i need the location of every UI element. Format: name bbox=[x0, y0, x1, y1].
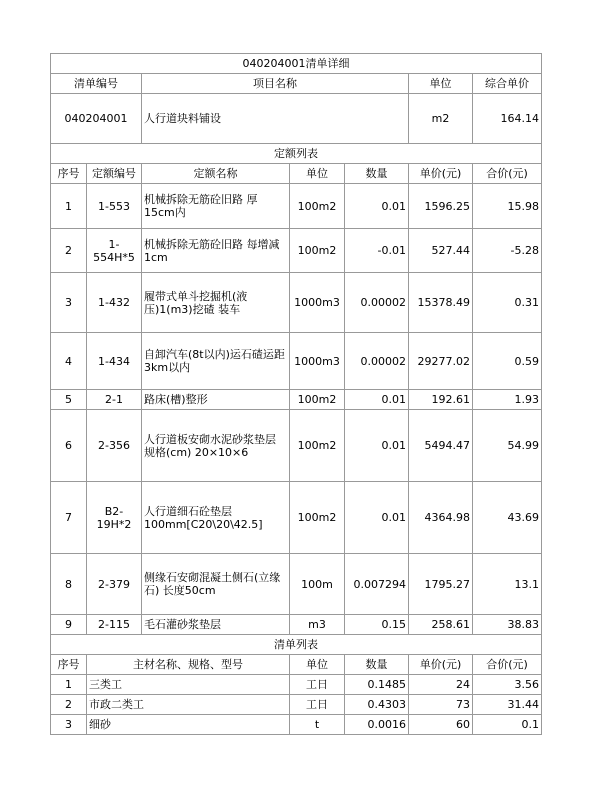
material-qty: 0.1485 bbox=[345, 675, 409, 695]
quota-price: 1795.27 bbox=[409, 554, 473, 615]
material-qty: 0.0016 bbox=[345, 715, 409, 735]
quota-no: 4 bbox=[51, 333, 87, 390]
quota-total: 13.1 bbox=[473, 554, 542, 615]
quota-qty: -0.01 bbox=[345, 229, 409, 273]
quota-row bbox=[51, 482, 542, 554]
bill-code-header: 清单编号 bbox=[51, 74, 142, 94]
quota-price: 527.44 bbox=[409, 229, 473, 273]
quota-unit: m3 bbox=[290, 615, 345, 635]
material-unit-header: 单位 bbox=[290, 655, 345, 675]
quota-no: 8 bbox=[51, 554, 87, 615]
material-price: 60 bbox=[409, 715, 473, 735]
quota-name: 人行道板安砌水泥砂浆垫层 规格(cm) 20×10×6 bbox=[142, 410, 290, 482]
bill-unit-price: 164.14 bbox=[473, 94, 542, 144]
material-name: 细砂 bbox=[87, 715, 290, 735]
quota-price: 4364.98 bbox=[409, 482, 473, 554]
quota-no: 3 bbox=[51, 273, 87, 333]
material-row bbox=[51, 695, 542, 715]
quota-price: 29277.02 bbox=[409, 333, 473, 390]
quota-unit-header: 单位 bbox=[290, 164, 345, 184]
bill-unit: m2 bbox=[409, 94, 473, 144]
quota-unit: 100m2 bbox=[290, 390, 345, 410]
quota-unit: 100m2 bbox=[290, 184, 345, 229]
quota-row bbox=[51, 229, 542, 273]
quota-qty: 0.15 bbox=[345, 615, 409, 635]
quota-no: 2 bbox=[51, 229, 87, 273]
detail-table bbox=[50, 53, 542, 735]
sheet-title: 040204001清单详细 bbox=[51, 54, 542, 74]
quota-unit: 1000m3 bbox=[290, 333, 345, 390]
quota-price: 5494.47 bbox=[409, 410, 473, 482]
quota-code: 2-356 bbox=[87, 410, 142, 482]
material-row bbox=[51, 675, 542, 695]
quota-name: 人行道细石砼垫层100mm[C20\20\42.5] bbox=[142, 482, 290, 554]
quota-total: 15.98 bbox=[473, 184, 542, 229]
bill-name-header: 项目名称 bbox=[142, 74, 409, 94]
bill-code: 040204001 bbox=[51, 94, 142, 144]
material-price-header: 单价(元) bbox=[409, 655, 473, 675]
quota-total: -5.28 bbox=[473, 229, 542, 273]
quota-code: 1-554H*5 bbox=[87, 229, 142, 273]
quota-name: 自卸汽车(8t以内)运石碴运距3km以内 bbox=[142, 333, 290, 390]
quota-name: 机械拆除无筋砼旧路 厚15cm内 bbox=[142, 184, 290, 229]
material-no-header: 序号 bbox=[51, 655, 87, 675]
quota-unit: 100m2 bbox=[290, 482, 345, 554]
material-qty: 0.4303 bbox=[345, 695, 409, 715]
material-total: 0.1 bbox=[473, 715, 542, 735]
quota-name: 履带式单斗挖掘机(液压)1(m3)挖碴 装车 bbox=[142, 273, 290, 333]
quota-qty: 0.007294 bbox=[345, 554, 409, 615]
quota-row bbox=[51, 615, 542, 635]
quota-qty: 0.01 bbox=[345, 482, 409, 554]
quota-row bbox=[51, 333, 542, 390]
quota-qty: 0.01 bbox=[345, 184, 409, 229]
material-name-header: 主材名称、规格、型号 bbox=[87, 655, 290, 675]
bill-row bbox=[51, 94, 542, 144]
material-total-header: 合价(元) bbox=[473, 655, 542, 675]
material-price: 73 bbox=[409, 695, 473, 715]
material-total: 3.56 bbox=[473, 675, 542, 695]
bill-header-row bbox=[51, 74, 542, 94]
quota-code: 2-1 bbox=[87, 390, 142, 410]
quota-total: 0.59 bbox=[473, 333, 542, 390]
material-unit: 工日 bbox=[290, 695, 345, 715]
quota-no-header: 序号 bbox=[51, 164, 87, 184]
quota-price: 192.61 bbox=[409, 390, 473, 410]
quota-code-header: 定额编号 bbox=[87, 164, 142, 184]
quota-no: 7 bbox=[51, 482, 87, 554]
quota-price: 15378.49 bbox=[409, 273, 473, 333]
quota-header-row bbox=[51, 164, 542, 184]
material-no: 3 bbox=[51, 715, 87, 735]
quota-total: 54.99 bbox=[473, 410, 542, 482]
quota-name-header: 定额名称 bbox=[142, 164, 290, 184]
quota-code: 1-434 bbox=[87, 333, 142, 390]
quota-code: 1-432 bbox=[87, 273, 142, 333]
quota-no: 6 bbox=[51, 410, 87, 482]
material-price: 24 bbox=[409, 675, 473, 695]
material-name: 三类工 bbox=[87, 675, 290, 695]
material-no: 1 bbox=[51, 675, 87, 695]
material-section-title: 清单列表 bbox=[51, 635, 542, 655]
quota-code: 1-553 bbox=[87, 184, 142, 229]
quota-qty: 0.01 bbox=[345, 390, 409, 410]
quota-row bbox=[51, 410, 542, 482]
quota-name: 机械拆除无筋砼旧路 每增减1cm bbox=[142, 229, 290, 273]
material-header-row bbox=[51, 655, 542, 675]
quota-unit: 100m2 bbox=[290, 229, 345, 273]
quota-price-header: 单价(元) bbox=[409, 164, 473, 184]
quota-total: 0.31 bbox=[473, 273, 542, 333]
quota-no: 9 bbox=[51, 615, 87, 635]
material-name: 市政二类工 bbox=[87, 695, 290, 715]
quota-section-title: 定额列表 bbox=[51, 144, 542, 164]
bill-unit-header: 单位 bbox=[409, 74, 473, 94]
quota-qty-header: 数量 bbox=[345, 164, 409, 184]
quota-price: 1596.25 bbox=[409, 184, 473, 229]
quota-code: 2-115 bbox=[87, 615, 142, 635]
material-unit: t bbox=[290, 715, 345, 735]
quota-name: 毛石灌砂浆垫层 bbox=[142, 615, 290, 635]
detail-sheet bbox=[50, 53, 541, 735]
quota-total: 38.83 bbox=[473, 615, 542, 635]
quota-qty: 0.00002 bbox=[345, 333, 409, 390]
quota-total: 1.93 bbox=[473, 390, 542, 410]
quota-row bbox=[51, 554, 542, 615]
bill-name: 人行道块料铺设 bbox=[142, 94, 409, 144]
material-no: 2 bbox=[51, 695, 87, 715]
bill-unit-price-header: 综合单价 bbox=[473, 74, 542, 94]
quota-unit: 1000m3 bbox=[290, 273, 345, 333]
material-unit: 工日 bbox=[290, 675, 345, 695]
material-qty-header: 数量 bbox=[345, 655, 409, 675]
quota-row bbox=[51, 273, 542, 333]
quota-qty: 0.01 bbox=[345, 410, 409, 482]
quota-name: 侧缘石安砌混凝土侧石(立缘石) 长度50cm bbox=[142, 554, 290, 615]
quota-row bbox=[51, 184, 542, 229]
quota-price: 258.61 bbox=[409, 615, 473, 635]
material-row bbox=[51, 715, 542, 735]
quota-unit: 100m2 bbox=[290, 410, 345, 482]
quota-no: 5 bbox=[51, 390, 87, 410]
quota-code: 2-379 bbox=[87, 554, 142, 615]
quota-total-header: 合价(元) bbox=[473, 164, 542, 184]
quota-no: 1 bbox=[51, 184, 87, 229]
quota-row bbox=[51, 390, 542, 410]
quota-unit: 100m bbox=[290, 554, 345, 615]
material-total: 31.44 bbox=[473, 695, 542, 715]
quota-qty: 0.00002 bbox=[345, 273, 409, 333]
quota-name: 路床(槽)整形 bbox=[142, 390, 290, 410]
quota-total: 43.69 bbox=[473, 482, 542, 554]
quota-code: B2-19H*2 bbox=[87, 482, 142, 554]
